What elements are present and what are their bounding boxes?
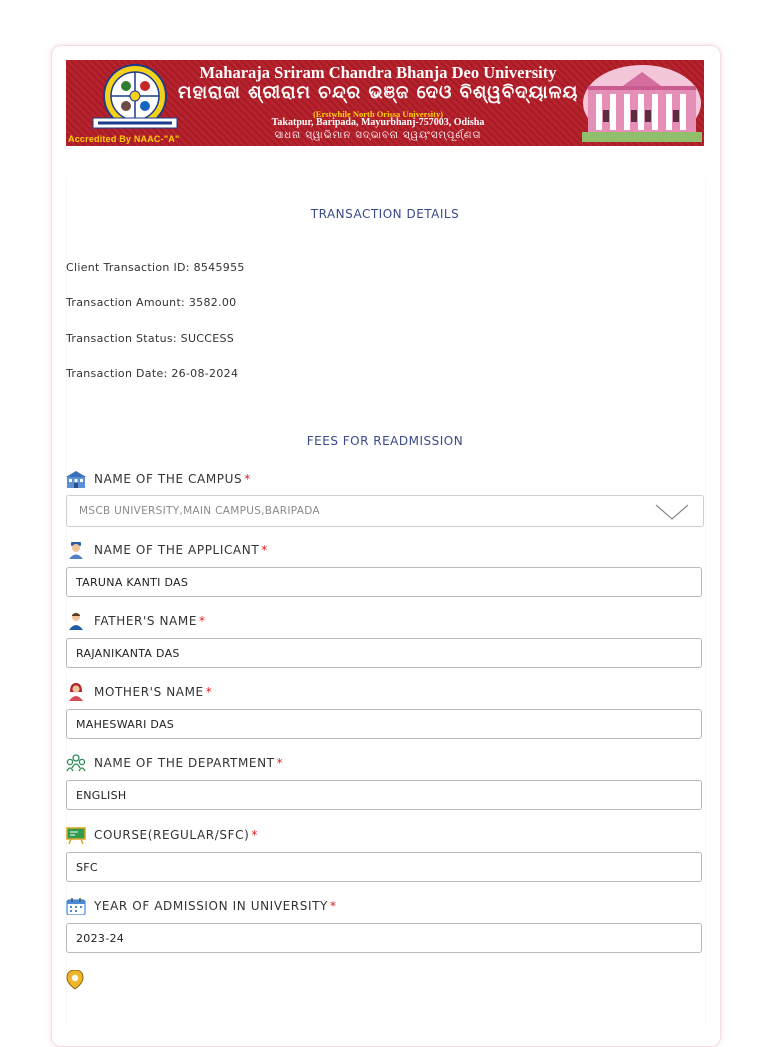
applicant-name-input[interactable]: TARUNA KANTI DAS	[66, 567, 702, 597]
university-name: Maharaja Sriram Chandra Bhanja Deo University	[199, 63, 557, 82]
transaction-amount: Transaction Amount: 3582.00	[66, 296, 237, 309]
required-mark: *	[251, 828, 258, 842]
calendar-icon	[66, 897, 86, 915]
campus-building-icon	[66, 470, 86, 488]
admission-year-label-text: YEAR OF ADMISSION IN UNIVERSITY	[94, 899, 328, 913]
naac-accreditation-text: Accredited By NAAC-"A"	[68, 134, 180, 144]
required-mark: *	[205, 685, 213, 699]
transaction-date: Transaction Date: 26-08-2024	[66, 367, 239, 380]
father-label	[66, 612, 206, 630]
student-icon	[66, 541, 86, 559]
campus-label-text: NAME OF THE CAMPUS	[94, 472, 243, 486]
course-label	[66, 826, 258, 844]
department-label-text: NAME OF THE DEPARTMENT	[94, 756, 275, 770]
course-label-text: COURSE(REGULAR/SFC)	[94, 828, 250, 842]
readmission-fees-heading: FEES FOR READMISSION	[306, 434, 464, 448]
father-name-input[interactable]: RAJANIKANTA DAS	[66, 638, 702, 668]
university-erstwhile-name: (Erstwhile North Orissa University)	[312, 109, 444, 119]
campus-label	[66, 470, 251, 488]
university-building-image	[582, 64, 702, 142]
required-mark: *	[261, 543, 268, 557]
course-input[interactable]: SFC	[66, 852, 702, 882]
mother-label-text: MOTHER'S NAME	[94, 685, 204, 699]
university-emblem-icon	[92, 64, 178, 130]
university-banner	[66, 60, 704, 146]
campus-select-value: MSCB UNIVERSITY,MAIN CAMPUS,BARIPADA	[79, 505, 320, 517]
father-label-text: FATHER'S NAME	[94, 614, 198, 628]
department-label	[66, 754, 283, 772]
university-address: Takatpur, Baripada, Mayurbhanj-757003, Odisha	[271, 117, 485, 128]
required-mark: *	[329, 899, 337, 913]
university-motto: ସାଧନା ସ୍ୱାଭିମାନ ସଦ୍ଭାବନା ସ୍ୱୟଂସମ୍ପୂର୍ଣ୍ଣତା	[274, 130, 482, 141]
required-mark: *	[244, 472, 251, 486]
required-mark: *	[199, 614, 206, 628]
chevron-down-icon	[655, 504, 689, 520]
admission-year-input[interactable]: 2023-24	[66, 923, 702, 953]
location-pin-icon	[66, 970, 84, 990]
admission-year-label	[66, 897, 337, 915]
required-mark: *	[276, 756, 284, 770]
applicant-label-text: NAME OF THE APPLICANT	[94, 543, 260, 557]
university-name-odia: ମହାରାଜା ଶ୍ରୀରାମ ଚନ୍ଦ୍ର ଭଞ୍ଜ ଦେଓ ବିଶ୍ୱବିଦ୍ୟାଳୟ	[178, 82, 579, 103]
group-icon	[66, 754, 86, 772]
department-input[interactable]: ENGLISH	[66, 780, 702, 810]
mother-label	[66, 683, 212, 701]
applicant-label	[66, 541, 268, 559]
transaction-details-heading: TRANSACTION DETAILS	[310, 207, 460, 221]
client-transaction-id: Client Transaction ID: 8545955	[66, 261, 245, 274]
man-icon	[66, 612, 86, 630]
chalkboard-icon	[66, 826, 86, 844]
mother-name-input[interactable]: MAHESWARI DAS	[66, 709, 702, 739]
woman-icon	[66, 683, 86, 701]
campus-select[interactable]	[66, 495, 704, 527]
transaction-status: Transaction Status: SUCCESS	[66, 332, 235, 345]
